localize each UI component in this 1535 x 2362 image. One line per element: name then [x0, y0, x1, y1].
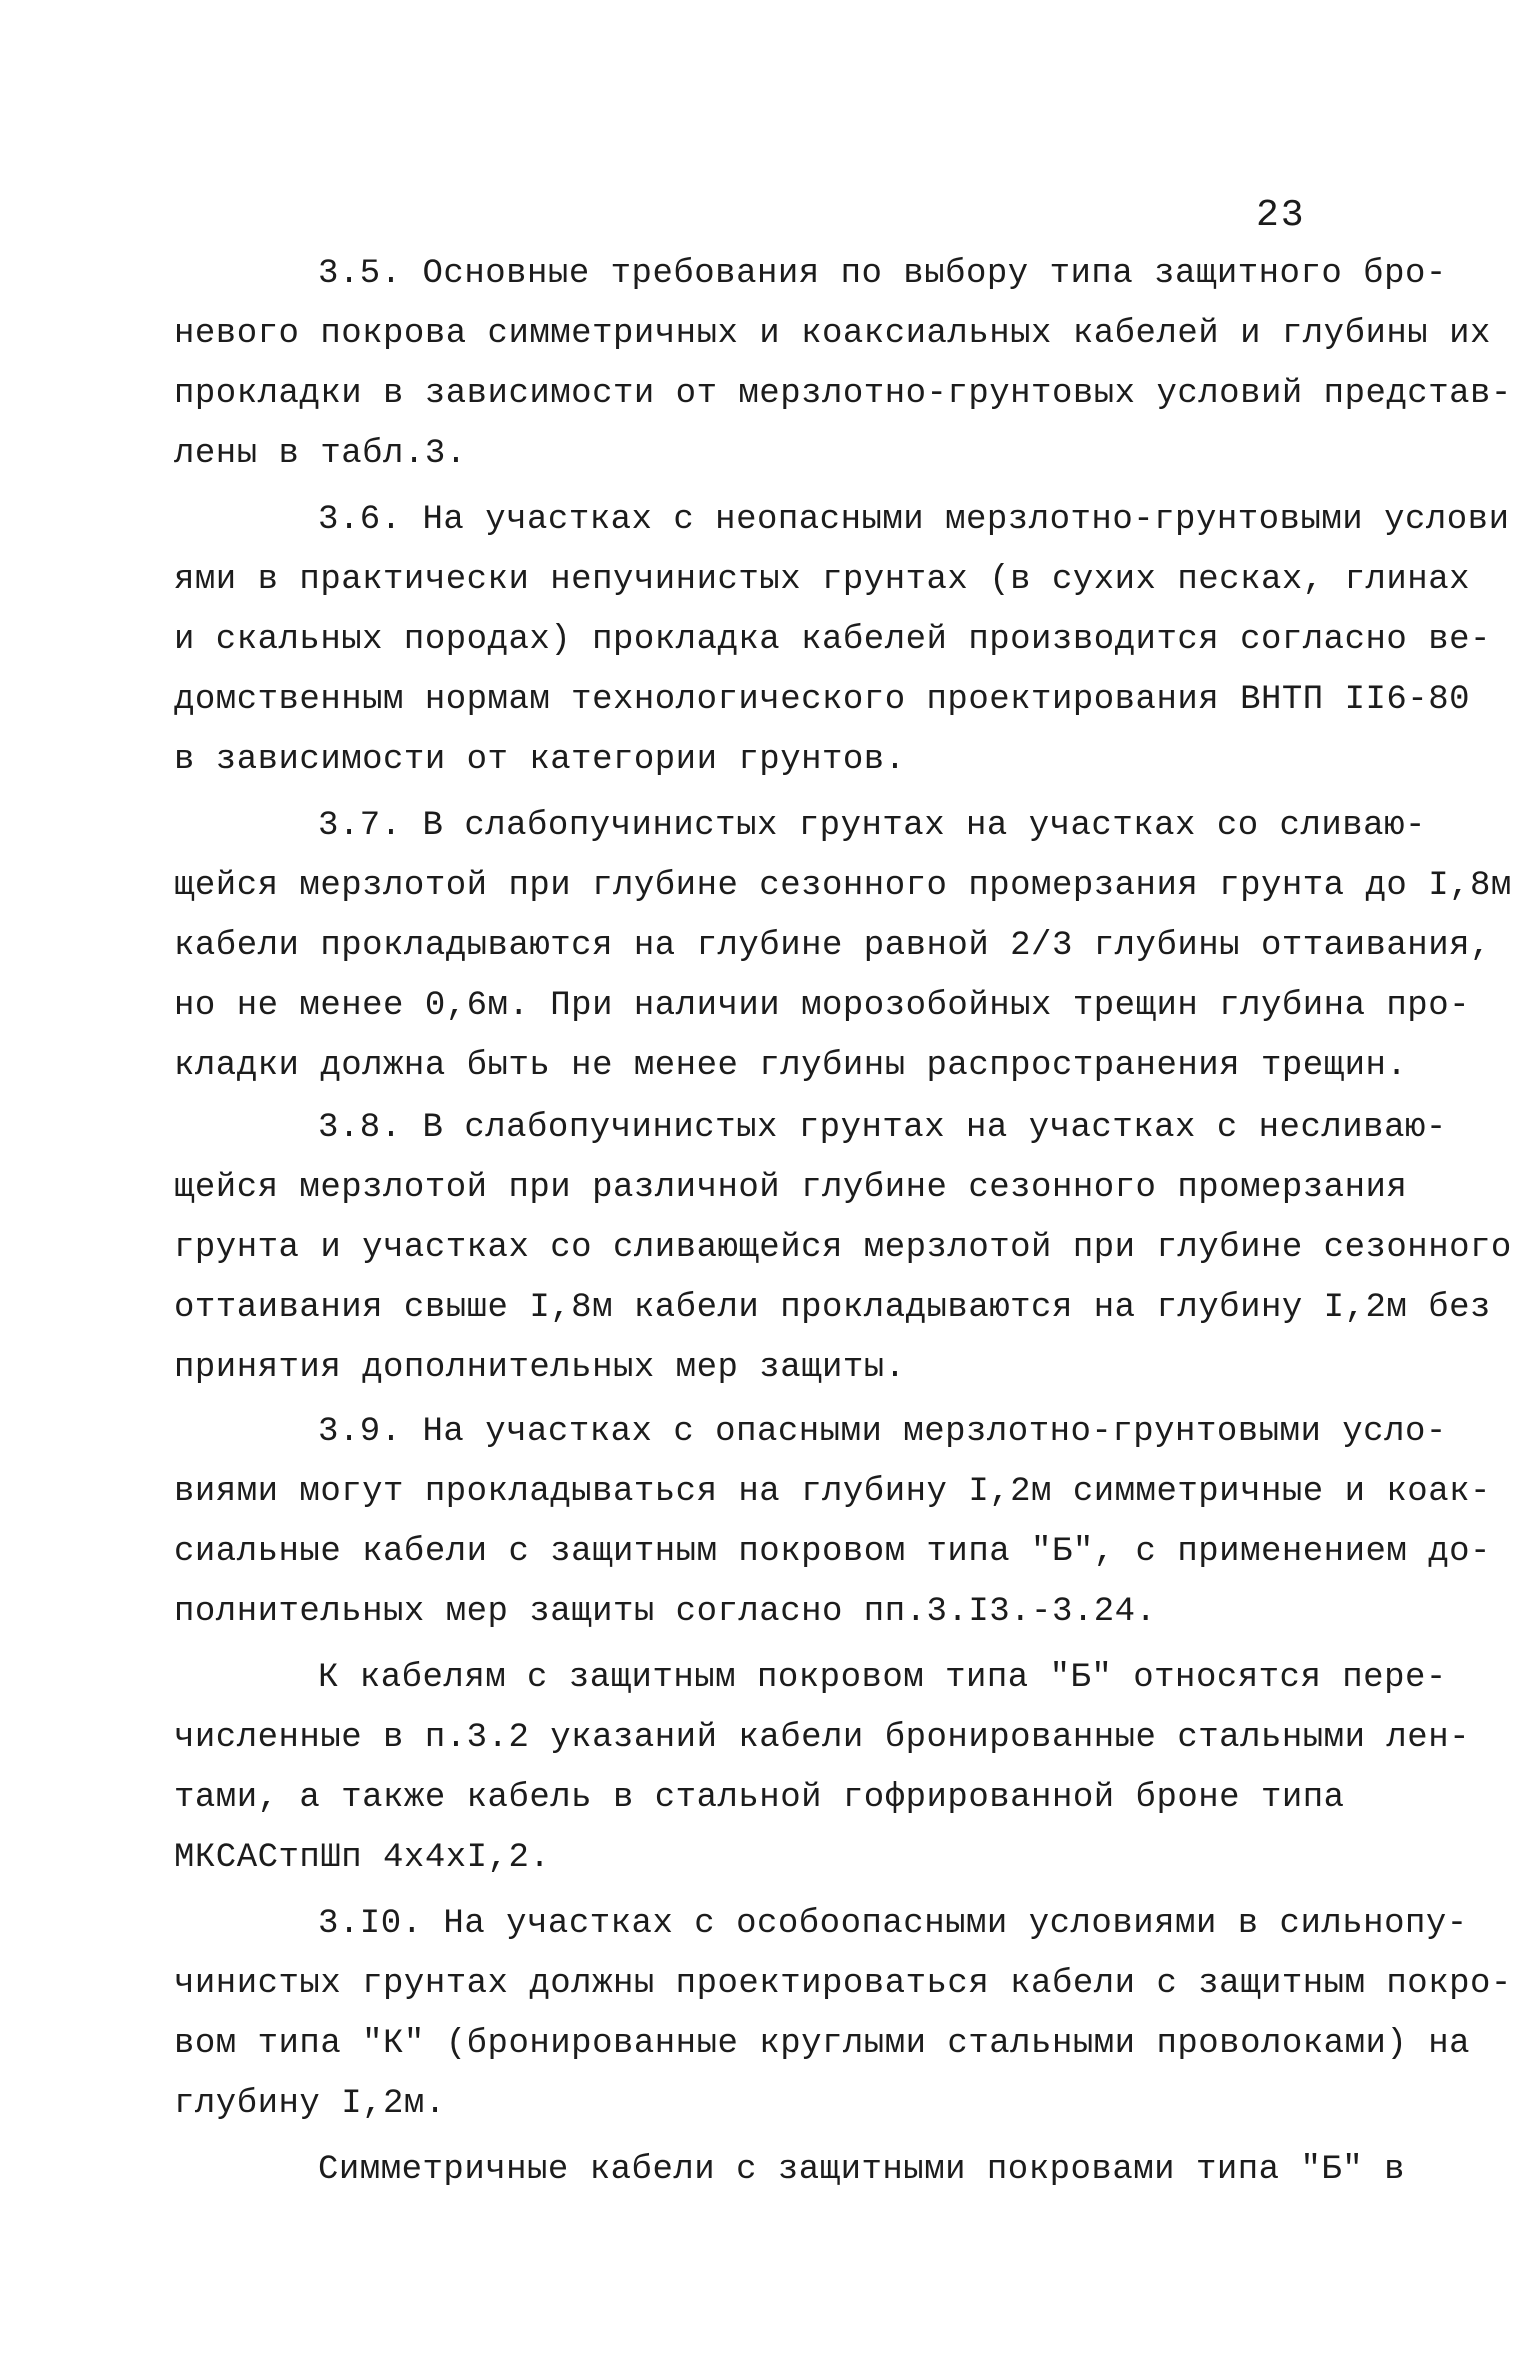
text-line: Симметричные кабели с защитными покровами типа "Б" в: [318, 2151, 1405, 2189]
text-line: чинистых грунтах должны проектироваться кабели с защитным покро-: [174, 1965, 1512, 2003]
text-line: принятия дополнительных мер защиты.: [174, 1349, 906, 1387]
text-line: ями в практически непучинистых грунтах (в сухих песках, глинах: [174, 561, 1471, 599]
text-line: грунта и участках со сливающейся мерзлотой при глубине сезонного: [174, 1229, 1512, 1267]
text-line: 3.7. В слабопучинистых грунтах на участках со сливаю-: [318, 807, 1426, 845]
text-line: 3.9. На участках с опасными мерзлотно-грунтовыми усло-: [318, 1413, 1447, 1451]
text-line: 3.I0. На участках с особоопасными условиями в сильнопу-: [318, 1905, 1468, 1943]
text-line: вом типа "К" (бронированные круглыми стальными проволоками) на: [174, 2025, 1471, 2063]
text-line: 3.6. На участках с неопасными мерзлотно-грунтовыми услови: [318, 501, 1510, 539]
text-line: и скальных породах) прокладка кабелей производится согласно ве-: [174, 621, 1491, 659]
text-line: виями могут прокладываться на глубину I,2м симметричные и коак-: [174, 1473, 1491, 1511]
text-line: МКСАСтпШп 4х4хI,2.: [174, 1839, 551, 1877]
text-line: щейся мерзлотой при глубине сезонного промерзания грунта до I,8м: [174, 867, 1512, 905]
page-number: 23: [1256, 194, 1306, 237]
text-line: лены в табл.3.: [174, 435, 467, 473]
text-line: глубину I,2м.: [174, 2085, 446, 2123]
text-line: кабели прокладываются на глубине равной 2/3 глубины оттаивания,: [174, 927, 1491, 965]
text-line: полнительных мер защиты согласно пп.3.I3.-3.24.: [174, 1593, 1157, 1631]
text-line: невого покрова симметричных и коаксиальных кабелей и глубины их: [174, 315, 1491, 353]
text-line: тами, а также кабель в стальной гофрированной броне типа: [174, 1779, 1345, 1817]
text-line: 3.8. В слабопучинистых грунтах на участках с несливаю-: [318, 1109, 1447, 1147]
text-line: но не менее 0,6м. При наличии морозобойных трещин глубина про-: [174, 987, 1471, 1025]
text-line: сиальные кабели с защитным покровом типа "Б", с применением до-: [174, 1533, 1491, 1571]
text-line: К кабелям с защитным покровом типа "Б" относятся пере-: [318, 1659, 1447, 1697]
text-line: 3.5. Основные требования по выбору типа защитного бро-: [318, 255, 1447, 293]
text-line: домственным нормам технологического проектирования ВНТП II6-80: [174, 681, 1471, 719]
text-line: прокладки в зависимости от мерзлотно-грунтовых условий представ-: [174, 375, 1512, 413]
text-line: оттаивания свыше I,8м кабели прокладываются на глубину I,2м без: [174, 1289, 1491, 1327]
text-line: щейся мерзлотой при различной глубине сезонного промерзания: [174, 1169, 1408, 1207]
text-line: численные в п.3.2 указаний кабели бронированные стальными лен-: [174, 1719, 1471, 1757]
text-line: в зависимости от категории грунтов.: [174, 741, 906, 779]
text-line: кладки должна быть не менее глубины распространения трещин.: [174, 1047, 1408, 1085]
